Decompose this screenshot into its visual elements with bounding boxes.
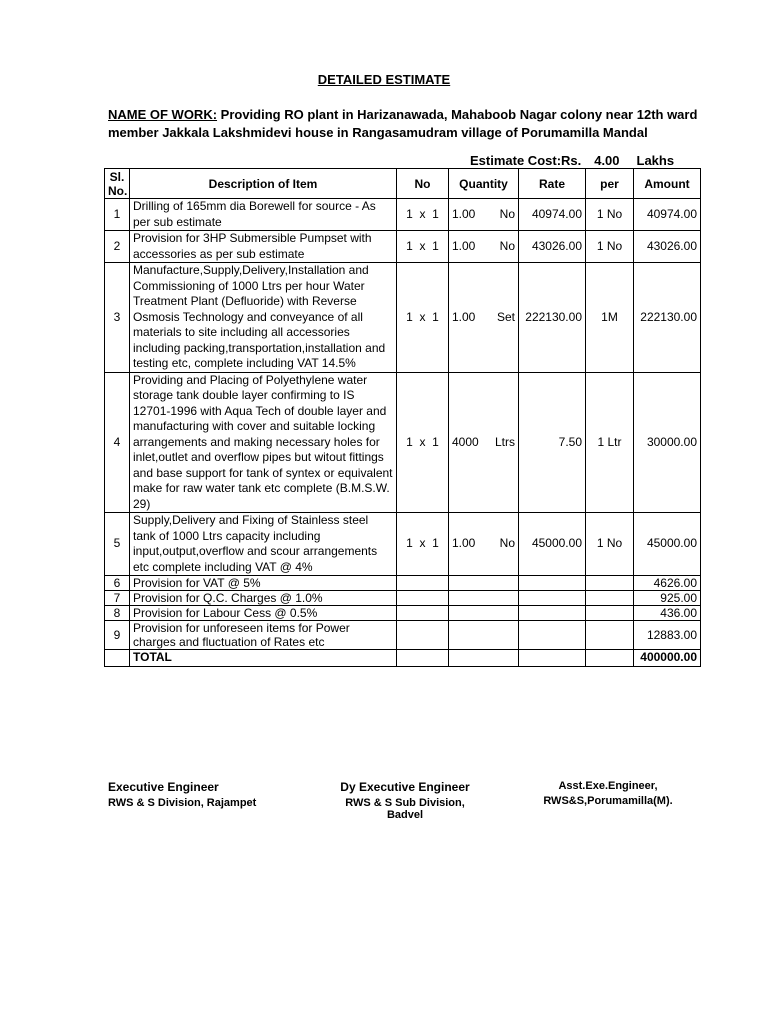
row-qty-unit: No bbox=[499, 536, 515, 551]
row-sl: 3 bbox=[105, 263, 130, 373]
row-amount: 40974.00 bbox=[634, 199, 701, 231]
header-rate: Rate bbox=[519, 169, 586, 199]
row-sl: 7 bbox=[105, 591, 130, 606]
row-sl: 1 bbox=[105, 199, 130, 231]
estimate-cost bbox=[470, 153, 674, 168]
row-no: 1 x 1 bbox=[397, 372, 449, 513]
row-no bbox=[397, 576, 449, 591]
row-rate bbox=[519, 606, 586, 621]
total-empty-cell bbox=[519, 650, 586, 667]
row-qty-value: 1.00 bbox=[452, 309, 476, 324]
signature-title: Asst.Exe.Engineer, bbox=[558, 780, 658, 792]
signature-sub: RWS & S Sub Division, Badvel bbox=[345, 797, 465, 821]
row-sl: 8 bbox=[105, 606, 130, 621]
row-quantity bbox=[449, 513, 519, 576]
row-description: Provision for unforeseen items for Power charges and fluctuation of Rates etc bbox=[130, 621, 397, 650]
header-per: per bbox=[586, 169, 634, 199]
total-row bbox=[105, 650, 701, 667]
estimate-unit: Lakhs bbox=[636, 153, 675, 168]
row-amount: 45000.00 bbox=[634, 513, 701, 576]
row-description: Provision for Q.C. Charges @ 1.0% bbox=[130, 591, 397, 606]
row-sl: 5 bbox=[105, 513, 130, 576]
work-label: NAME OF WORK: bbox=[108, 107, 218, 122]
row-rate: 43026.00 bbox=[519, 231, 586, 263]
row-description: Drilling of 165mm dia Borewell for source - As per sub estimate bbox=[130, 199, 397, 231]
row-per: 1 Ltr bbox=[586, 372, 634, 513]
row-per: 1M bbox=[586, 263, 634, 373]
row-amount: 12883.00 bbox=[634, 621, 701, 650]
row-quantity bbox=[449, 231, 519, 263]
row-qty-value: 1.00 bbox=[452, 238, 476, 253]
row-quantity bbox=[449, 591, 519, 606]
row-description: Provision for Labour Cess @ 0.5% bbox=[130, 606, 397, 621]
row-rate bbox=[519, 591, 586, 606]
row-no: 1 x 1 bbox=[397, 263, 449, 373]
row-qty-unit: Set bbox=[496, 309, 515, 324]
estimate-label: Estimate Cost:Rs. bbox=[470, 153, 582, 168]
signature-title: Executive Engineer bbox=[108, 780, 219, 794]
row-qty-unit: No bbox=[499, 206, 515, 221]
total-empty-cell bbox=[397, 650, 449, 667]
header-qty: Quantity bbox=[449, 169, 519, 199]
row-rate: 7.50 bbox=[519, 372, 586, 513]
row-qty-value: 1.00 bbox=[452, 536, 476, 551]
row-amount: 4626.00 bbox=[634, 576, 701, 591]
signature-title: Dy Executive Engineer bbox=[340, 780, 470, 794]
row-description: Manufacture,Supply,Delivery,Installation and Commissioning of 1000 Ltrs per hour Water Treatment Plant (Defluoride) with Reverse Osmosis Technology and conveyance of all materials to site including all accessories including packing,transportation,installation and testing etc, complete including VAT 14.5% bbox=[130, 263, 397, 373]
header-amount: Amount bbox=[634, 169, 701, 199]
row-qty-value: 1.00 bbox=[452, 206, 476, 221]
work-text: Providing RO plant in Harizanawada, Mahaboob Nagar colony near 12th ward member Jakkala Lakshmidevi house in Rangasamudram village of Porumamilla Mandal bbox=[108, 107, 698, 140]
row-per bbox=[586, 621, 634, 650]
signature-executive-engineer bbox=[108, 780, 256, 809]
row-amount: 436.00 bbox=[634, 606, 701, 621]
row-quantity bbox=[449, 199, 519, 231]
estimate-table bbox=[104, 168, 701, 667]
row-per bbox=[586, 591, 634, 606]
row-description: Provision for VAT @ 5% bbox=[130, 576, 397, 591]
table-row bbox=[105, 591, 701, 606]
row-qty-value: 4000 bbox=[452, 434, 479, 449]
row-per: 1 No bbox=[586, 231, 634, 263]
row-no bbox=[397, 621, 449, 650]
total-amount: 400000.00 bbox=[634, 650, 701, 667]
row-sl: 6 bbox=[105, 576, 130, 591]
row-per: 1 No bbox=[586, 513, 634, 576]
row-quantity bbox=[449, 263, 519, 373]
table-row bbox=[105, 231, 701, 263]
row-amount: 30000.00 bbox=[634, 372, 701, 513]
row-rate bbox=[519, 576, 586, 591]
row-quantity bbox=[449, 621, 519, 650]
row-no bbox=[397, 606, 449, 621]
row-per bbox=[586, 576, 634, 591]
total-empty-cell bbox=[449, 650, 519, 667]
signature-sub: RWS & S Division, Rajampet bbox=[108, 797, 257, 809]
row-sl: 2 bbox=[105, 231, 130, 263]
header-no: No bbox=[397, 169, 449, 199]
signature-sub: RWS&S,Porumamilla(M). bbox=[543, 795, 673, 807]
row-quantity bbox=[449, 606, 519, 621]
name-of-work bbox=[108, 106, 708, 142]
row-amount: 925.00 bbox=[634, 591, 701, 606]
table-header-row bbox=[105, 169, 701, 199]
table-row bbox=[105, 606, 701, 621]
row-qty-unit: Ltrs bbox=[494, 434, 515, 449]
table-row bbox=[105, 199, 701, 231]
row-amount: 222130.00 bbox=[634, 263, 701, 373]
row-rate bbox=[519, 621, 586, 650]
row-sl: 4 bbox=[105, 372, 130, 513]
row-quantity bbox=[449, 372, 519, 513]
total-empty-cell bbox=[586, 650, 634, 667]
row-no: 1 x 1 bbox=[397, 513, 449, 576]
table-row bbox=[105, 513, 701, 576]
title-text: DETAILED ESTIMATE bbox=[317, 72, 451, 87]
row-rate: 45000.00 bbox=[519, 513, 586, 576]
row-description: Provision for 3HP Submersible Pumpset with accessories as per sub estimate bbox=[130, 231, 397, 263]
table-row bbox=[105, 263, 701, 373]
row-rate: 40974.00 bbox=[519, 199, 586, 231]
row-no bbox=[397, 591, 449, 606]
total-label: TOTAL bbox=[130, 650, 397, 667]
table-row bbox=[105, 621, 701, 650]
document-title bbox=[0, 72, 768, 87]
signature-dy-executive-engineer bbox=[326, 780, 484, 821]
row-qty-unit: No bbox=[499, 238, 515, 253]
row-sl: 9 bbox=[105, 621, 130, 650]
row-rate: 222130.00 bbox=[519, 263, 586, 373]
table-row bbox=[105, 372, 701, 513]
table-row bbox=[105, 576, 701, 591]
signature-asst-exe-engineer bbox=[540, 780, 676, 807]
row-no: 1 x 1 bbox=[397, 199, 449, 231]
row-description: Supply,Delivery and Fixing of Stainless steel tank of 1000 Ltrs capacity including input,output,overflow and scour arrangements etc complete including VAT @ 4% bbox=[130, 513, 397, 576]
estimate-value: 4.00 bbox=[594, 153, 620, 168]
row-no: 1 x 1 bbox=[397, 231, 449, 263]
row-per bbox=[586, 606, 634, 621]
row-quantity bbox=[449, 576, 519, 591]
row-per: 1 No bbox=[586, 199, 634, 231]
row-amount: 43026.00 bbox=[634, 231, 701, 263]
row-description: Providing and Placing of Polyethylene water storage tank double layer confirming to IS 12701-1996 with Aqua Tech of double layer and manufacturing with cover and suitable locking arrangements and making necessary holes for inlet,outlet and overflow pipes but witout fittings and base support for tank of syntex or equivalent make for raw water tank etc complete (B.M.S.W. 29) bbox=[130, 372, 397, 513]
header-sl: Sl. No. bbox=[105, 169, 130, 199]
header-desc: Description of Item bbox=[130, 169, 397, 199]
total-empty-cell bbox=[105, 650, 130, 667]
